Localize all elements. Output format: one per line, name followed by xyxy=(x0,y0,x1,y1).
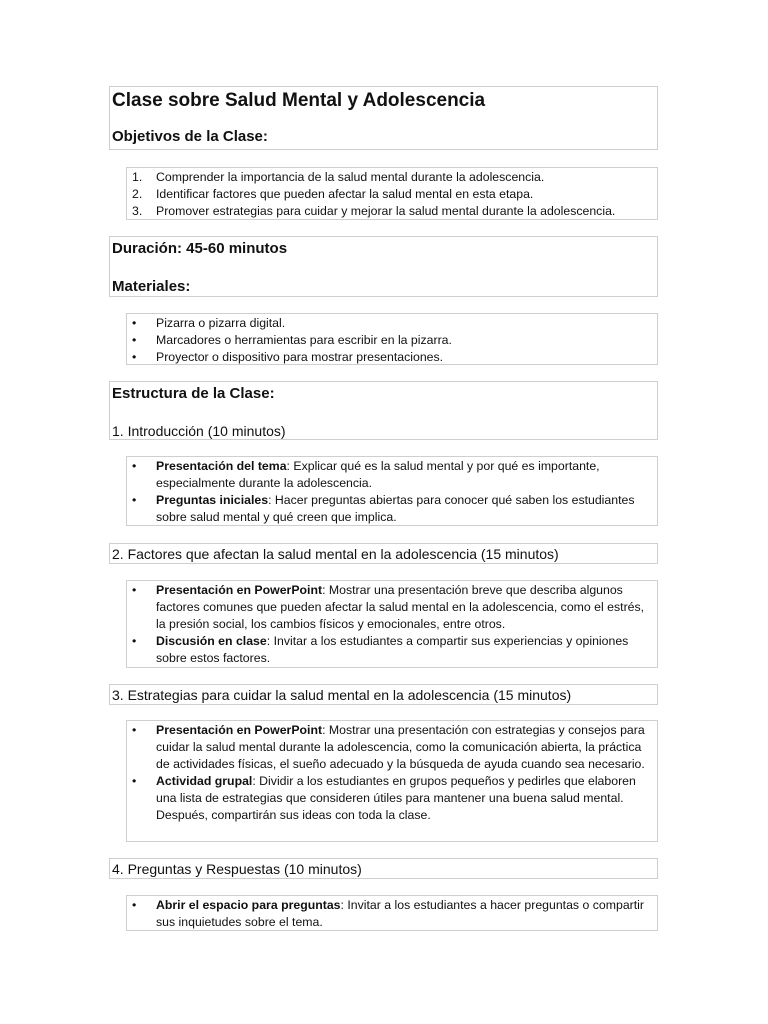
section-2-heading-box xyxy=(109,543,658,564)
section-heading: 3. Estrategias para cuidar la salud mental en la adolescencia (15 minutos) xyxy=(112,687,572,703)
title-box xyxy=(109,86,658,150)
list-item: • Presentación del tema: Explicar qué es la salud mental y por qué es importante, especialmente durante la adolescencia. xyxy=(132,459,600,490)
list-item: • Presentación en PowerPoint: Mostrar una presentación con estrategias y consejos para cuidar la salud mental durante la adolescencia, como la comunicación abierta, la práctica de actividades físicas, el sueño adecuado y la búsqueda de ayuda cuando sea necesario. xyxy=(132,723,645,771)
section-4-list xyxy=(126,895,658,931)
section-heading: 4. Preguntas y Respuestas (10 minutos) xyxy=(112,861,362,877)
section-3-heading-box xyxy=(109,684,658,705)
list-item: • Abrir el espacio para preguntas: Invitar a los estudiantes a hacer preguntas o compartir sus inquietudes sobre el tema. xyxy=(132,898,644,929)
list-item: • Pizarra o pizarra digital. xyxy=(132,316,286,330)
list-item: • Presentación en PowerPoint: Mostrar una presentación breve que describa algunos factores comunes que pueden afectar la salud mental en la adolescencia, como el estrés, la presión social, los cambios físicos y emocionales, entre otros. xyxy=(132,583,645,631)
structure-heading: Estructura de la Clase: xyxy=(112,385,275,402)
objectives-list xyxy=(126,167,658,220)
section-3-list xyxy=(126,720,658,842)
page-title: Clase sobre Salud Mental y Adolescencia xyxy=(112,90,486,111)
list-item: • Proyector o dispositivo para mostrar presentaciones. xyxy=(132,350,444,364)
section-heading: 1. Introducción (10 minutos) xyxy=(112,423,286,439)
duration-box xyxy=(109,236,658,297)
list-item: • Marcadores o herramientas para escribir en la pizarra. xyxy=(132,333,452,347)
list-item: • Preguntas iniciales: Hacer preguntas abiertas para conocer qué saben los estudiantes sobre salud mental y qué creen que implica. xyxy=(132,493,635,524)
materials-list xyxy=(126,313,658,365)
list-item: 1. Comprender la importancia de la salud mental durante la adolescencia. xyxy=(132,170,545,184)
section-4-heading-box xyxy=(109,858,658,879)
structure-box xyxy=(109,381,658,440)
objectives-heading: Objetivos de la Clase: xyxy=(112,128,268,145)
list-item: 2. Identificar factores que pueden afectar la salud mental en esta etapa. xyxy=(132,187,534,201)
section-2-list xyxy=(126,580,658,668)
duration-heading: Duración: 45-60 minutos xyxy=(112,240,288,257)
list-item: • Actividad grupal: Dividir a los estudiantes en grupos pequeños y pedirles que elaboren una lista de estrategias que consideren útiles para mantener una buena salud mental. Después, compartirán sus ideas con toda la clase. xyxy=(132,774,636,822)
list-item: 3. Promover estrategias para cuidar y mejorar la salud mental durante la adolescencia. xyxy=(132,204,616,218)
list-item: • Discusión en clase: Invitar a los estudiantes a compartir sus experiencias y opiniones sobre estos factores. xyxy=(132,634,629,665)
materials-heading: Materiales: xyxy=(112,278,191,295)
section-1-list xyxy=(126,456,658,526)
section-heading: 2. Factores que afectan la salud mental en la adolescencia (15 minutos) xyxy=(112,546,559,562)
